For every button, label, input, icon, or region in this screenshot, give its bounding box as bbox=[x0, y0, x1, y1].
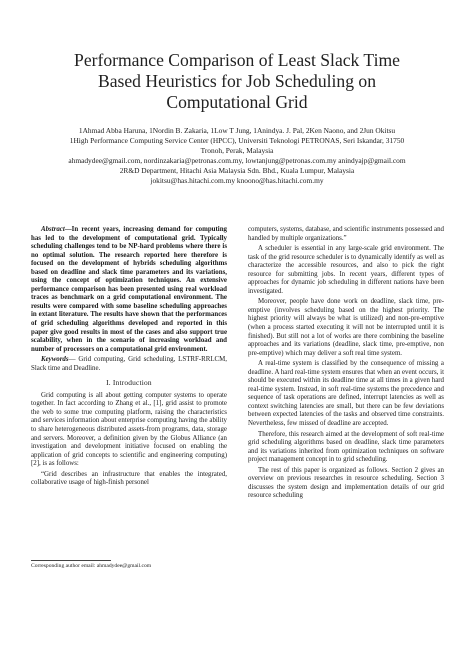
keywords-label: Keywords bbox=[41, 356, 69, 364]
left-column bbox=[31, 226, 227, 488]
right-paragraph-3: A real-time system is classified by the consequence of missing a deadline. A hard real-time system ensures that when an event occurs, it should be executed within its deadline time at all times in a given hard real-time system. Instead, in soft real-time systems the precedence and sequence of task operations are defined, interrupt latencies as well as context switching latencies are small, but there can be few deviations between expected latencies of the tasks and observed time constraints. Nevertheless, few missed of deadline are accepted. bbox=[248, 360, 444, 428]
right-paragraph-1: A scheduler is essential in any large-scale grid environment. The task of the grid resource scheduler is to dynamically identify as well as characterize the accessible resources, and also to pick the right resource for submitting jobs. In recent years, different types of approaches for dynamic job scheduling in different nations have been investigated. bbox=[248, 245, 444, 295]
title-line-3: Computational Grid bbox=[166, 92, 308, 112]
right-paragraph-4: Therefore, this research aimed at the development of soft real-time grid scheduling algorithms based on deadline, slack time parameters and its variations inherited from optimization techniques on software project management concept in to grid scheduling. bbox=[248, 430, 444, 464]
footnote-rule bbox=[31, 560, 111, 561]
footnote: Corresponding author email: ahmadydee@gmail.com bbox=[31, 563, 152, 569]
title-line-2: Based Heuristics for Job Scheduling on bbox=[97, 71, 377, 91]
intro-quote: “Grid describes an infrastructure that enables the integrated, collaborative usage of high-finish personel bbox=[31, 470, 227, 487]
affiliation-1: 1High Performance Computing Service Center (HPCC), Universiti Teknologi PETRONAS, Seri Iskandar, 31750 bbox=[69, 136, 405, 145]
author-names: 1Ahmad Abba Haruna, 1Nordin B. Zakaria, 1Low T Jung, 1Anindya. J. Pal, 2Ken Naono, and 2Jun Okitsu bbox=[78, 126, 396, 135]
affiliation-1-location: Tronoh, Perak, Malaysia bbox=[200, 146, 274, 155]
abstract bbox=[31, 226, 227, 354]
paper-title bbox=[40, 50, 434, 113]
section-heading-introduction: I. Introduction bbox=[106, 378, 152, 388]
right-paragraph-2: Moreover, people have done work on deadline, slack time, pre-emptive (involves scheduling based on the highest priority. The highest priority will always be what is utilized) and non-pre-emptive (when a process started executing it will not be interrupted until it is finished). But still not a lot of works are there combining the baseline approaches and its variations (deadline, slack time, pre-emptive, non pre-emptive) which may deliver a soft real time system. bbox=[248, 298, 444, 357]
abstract-label: Abstract bbox=[41, 226, 65, 233]
affiliation-2-emails: jokitsu@has.hitachi.com.my knoono@has.hitachi.com.my bbox=[150, 176, 324, 185]
intro-paragraph-1: Grid computing is all about getting computer systems to operate together. In fact according to Zhang et al., [1], grid assist to promote the web to some true computing platform, raising the characteristics and services information about enterprise computing having the ability to share heterogeneous distributed assets-from programs, data, storage and servers. Moreover, a definition given by the Globus Alliance (an investigation and development initiative focused on enabling the application of grid concepts to scientific and engineering computing) [2], is as follows: bbox=[31, 391, 227, 468]
author-block bbox=[26, 126, 448, 186]
abstract-text: —In recent years, increasing demand for computing has led to the development of computational grid. Typically scheduling challenges tend to be NP-hard problems where there is no optimal solution. The research reported here therefore is focused on the development of hybrids scheduling algorithms based on deadline and slack time parameters and its variations, using the concept of optimization techniques. An extensive performance comparison has been presented using real workload traces as benchmark on a grid computational environment. The results were compared with some baseline scheduling approaches in extant literature. The results have shown that the performances of grid scheduling algorithms developed and reported in this paper give good results in most of the cases and also support true scalability, when in the scenario of increasing workload and number of processors on a computational grid environment. bbox=[31, 226, 227, 353]
right-paragraph-0: computers, systems, database, and scientific instruments possessed and handled by multiple organizations.” bbox=[248, 226, 444, 242]
right-column bbox=[248, 226, 444, 501]
title-line-1: Performance Comparison of Least Slack Time bbox=[74, 50, 400, 70]
keywords bbox=[31, 356, 227, 373]
affiliation-2: 2R&D Department, Hitachi Asia Malaysia Sdn. Bhd., Kuala Lumpur, Malaysia bbox=[119, 166, 355, 175]
right-paragraph-5: The rest of this paper is organized as follows. Section 2 gives an overview on previous researches in resource scheduling. Section 3 discusses the system design and implementation details of our grid resource scheduling bbox=[248, 466, 444, 500]
affiliation-1-emails: ahmadydee@gmail.com, nordinzakaria@petronas.com.my, lowtanjung@petronas.com.my anindyajp@gmail.com bbox=[68, 156, 406, 165]
keywords-text: — Grid computing, Grid scheduling, LSTRF-RRLCM, Slack time and Deadline. bbox=[31, 356, 227, 372]
